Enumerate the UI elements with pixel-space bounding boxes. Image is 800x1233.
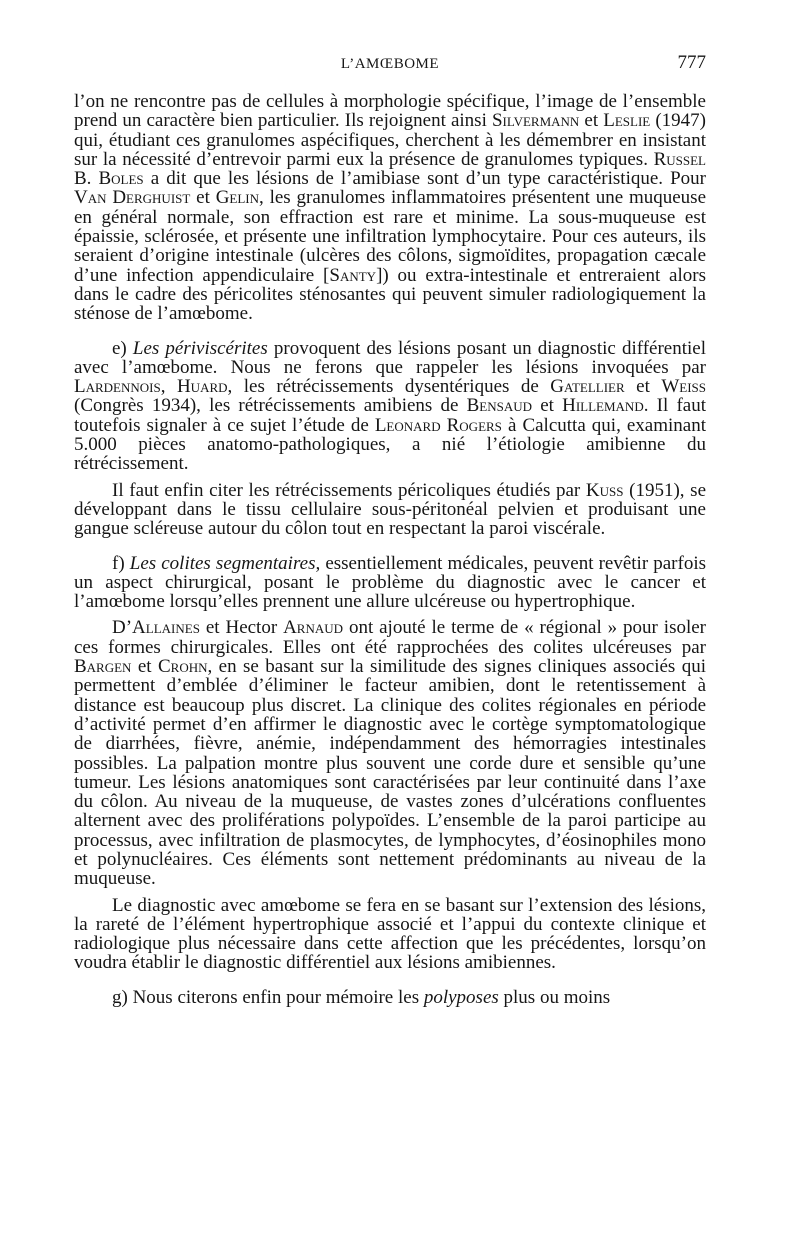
text-run: (1951), se développant dans le tissu cellulaire sous-péritonéal pelvien et produisant une gangue scléreuse autour du côlon tout en respectant la paroi viscérale. [74,479,707,540]
text-run: et Hector [199,617,284,639]
text-run: Il faut enfin citer les rétrécissements péricoliques étudiés par [112,479,586,501]
running-header [74,52,706,80]
page-number: 777 [677,52,706,73]
text-run: e) [112,337,133,359]
text-run: f) [112,552,130,574]
author-name: Leonard Rogers [374,414,502,436]
text-run: à Calcutta qui, examinant 5.000 pièces anatomo-pathologiques, a nié l’étiologie amibienne du rétrécissement. [74,414,706,475]
paragraph-diagnostic-amoebome [74,896,706,973]
text-run: l’on ne rencontre pas de cellules à morphologie spécifique, l’image de l’ensemble prend un caractère bien particulier. Ils rejoignent ainsi [74,91,706,132]
text-run: et [532,395,563,417]
author-name: Bargen [74,656,132,678]
author-name: Kuss [585,479,624,501]
text-run: , les granulomes inflammatoires présentent une muqueuse en général normale, son effraction est rare et minime. La sous-muqueuse est épaissie, sclérosée, et présente une infiltration lymphocytaire. Pour ces auteurs, ils seraient d’origine intestinale (ulcères des côlons, sigmoïdites, propagation cæcale d’une infection appendiculaire [ [74,187,707,286]
author-name: Hillemand [562,395,644,417]
text-run: provoquent des lésions posant un diagnostic différentiel avec l’amœbome. Nous ne ferons que rappeler les lésions invoquées par [74,337,706,378]
author-name: Gelin [215,187,260,209]
author-name: Weiss [661,376,706,398]
text-run: , [160,376,177,398]
text-run: g) Nous citerons enfin pour mémoire les [112,986,424,1008]
paragraph-colites-regionales [74,618,706,888]
text-run: (Congrès 1934), les rétrécissements amibiens de [74,395,467,417]
paragraph-retrecissements-pericoliques [74,481,706,539]
author-name: Lardennois [74,376,161,398]
italic-heading: Les périviscérites [132,337,268,359]
text-run: et [579,110,604,132]
author-name: Bensaud [466,395,533,417]
author-name: Crohn [158,656,208,678]
author-name: Huard [176,376,228,398]
text-run: ont ajouté le terme de « régional » pour isoler ces formes chirurgicales. Elles ont été rapprochées des colites ulcéreuses par [74,617,707,658]
author-name: D’Allaines [112,617,200,639]
body-text [74,92,706,1007]
text-run: Le diagnostic avec amœbome se fera en se basant sur l’extension des lésions, la rareté de l’élément hypertrophique associé et l’appui du contexte clinique et radiologique plus nécessaire dans cette affection que les précédentes, lorsqu’on voudra établir le diagnostic différentiel aux lésions amibiennes. [74,894,706,974]
text-run: et [624,376,662,398]
author-name: Gatellier [550,376,625,398]
author-name: Silvermann [491,110,580,132]
paragraph-granulomes [74,92,706,324]
text-run: et [131,656,158,678]
text-run: , les rétrécissements dysentériques de [227,376,551,398]
text-run: . Il faut toutefois signaler à ce sujet l’étude de [74,395,706,436]
text-run: et [190,187,216,209]
paragraph-f-colites-segmentaires [74,554,706,612]
paragraph-e-periviscerites [74,339,706,474]
paragraph-g-polyposes [74,988,706,1007]
author-name: Van Derghuist [74,187,191,209]
author-name: Russel B. Boles [74,148,706,190]
author-name: Arnaud [283,617,344,639]
text-run: , en se basant sur la similitude des signes cliniques associés qui permettent d’emblée d’éliminer le facteur amibien, dont le retentissement à distance est beaucoup plus discret. La clinique des colites régionales en période d’activité permet d’en affirmer le diagnostic avec le cortège symptomatologique de diarrhées, fièvre, anémie, indépendamment des hémorragies intestinales possibles. La palpation montre plus souvent une corde dure et sensible qu’une tumeur. Les lésions anatomiques sont caractérisées par leur continuité dans l’axe du côlon. Au niveau de la muqueuse, de vastes zones d’ulcérations confluentes alternent avec des proliférations polypoïdes. L’ensemble de la paroi participe au processus, avec infiltration de plasmocytes, de lymphocytes, d’éosinophiles mono et polynucléaires. Ces éléments sont nettement prédominants au niveau de la muqueuse. [74,656,706,890]
author-name: Santy [329,264,377,286]
italic-heading: polyposes [423,986,499,1008]
text-run: essentiellement médicales, peuvent revêtir parfois un aspect chirurgical, posant le problème du diagnostic avec le cancer et l’amœbome lorsqu’elles prennent une allure ulcéreuse ou hypertrophique. [74,552,707,613]
italic-heading: Les colites segmentaires, [129,552,321,574]
text-run: a dit que les lésions de l’amibiase sont d’un type caractéristique. Pour [143,168,706,190]
text-run: ]) ou extra-intestinale et entreraient alors dans le cadre des péricolites sténosantes qui peuvent simuler radiologiquement la sténose de l’amœbome. [74,264,706,325]
author-name: Leslie [603,110,651,132]
running-title: L’AMŒBOME [340,56,440,72]
text-run: plus ou moins [498,986,611,1008]
text-run: (1947) qui, étudiant ces granulomes aspécifiques, cherchent à les démembrer en insistant sur la nécessité d’entrevoir parmi eux la présence de granulomes typiques. [74,110,706,170]
